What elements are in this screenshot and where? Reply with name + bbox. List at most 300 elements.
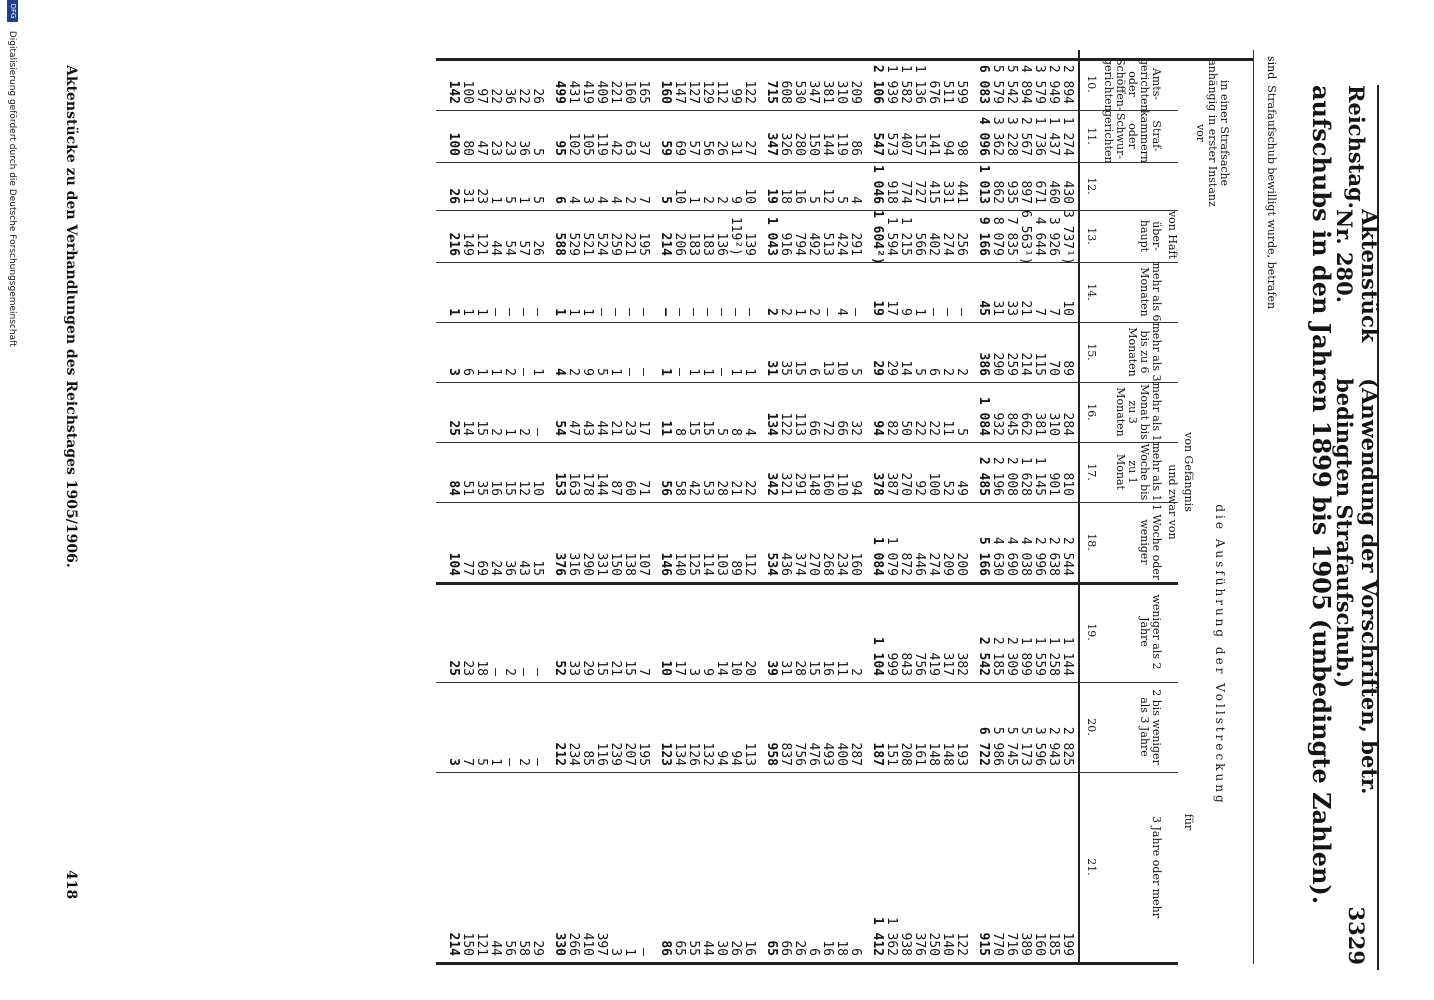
- column-header-18: 1 Woche oder weniger: [1138, 503, 1163, 581]
- table-cell: 1 104: [870, 636, 885, 676]
- column-header-21: 3 Jahre oder mehr: [1150, 815, 1163, 919]
- table-cell: —: [636, 308, 651, 316]
- table-cell: 160: [658, 80, 673, 104]
- table-cell: 1: [488, 368, 503, 376]
- table-cell: 6 563¹): [1018, 210, 1033, 265]
- table-cell: 1 136: [912, 64, 927, 104]
- table-cell: 77: [460, 560, 475, 576]
- table-cell: 22: [912, 420, 927, 436]
- table-cell: 65: [764, 940, 779, 956]
- table-cell: 150: [608, 552, 623, 576]
- table-cell: 1: [622, 948, 637, 956]
- table-cell: 163: [566, 472, 581, 496]
- table-cell: 6: [806, 948, 821, 956]
- page-header: [1332, 85, 1382, 965]
- table-cell: —: [622, 308, 637, 316]
- table-cell: 51: [460, 480, 475, 496]
- table-cell: 932: [990, 412, 1005, 436]
- table-cell: 2: [502, 368, 517, 376]
- table-cell: 15: [686, 420, 701, 436]
- table-cell: 187: [870, 742, 885, 766]
- table-cell: 1 274: [1060, 116, 1075, 156]
- ausfuehrung-header: die Ausführung der Vollstreckung: [1213, 504, 1227, 806]
- table-cell: —: [502, 308, 517, 316]
- table-cell: 10: [834, 360, 849, 376]
- table-cell: 206: [672, 232, 687, 256]
- column-header-11: Straf-kammern oder Schwur-gerichten: [1102, 110, 1163, 164]
- column-header-10: Amts-gerichten oder Schöffen-gerichten: [1102, 58, 1163, 112]
- table-cell: 49: [954, 480, 969, 496]
- table-cell: 2: [516, 758, 531, 766]
- table-cell: 39: [764, 660, 779, 676]
- table-cell: 234: [834, 552, 849, 576]
- table-cell: 935: [1004, 180, 1019, 204]
- table-row: [898, 50, 912, 964]
- table-cell: 17: [672, 660, 687, 676]
- table-cell: 250: [926, 932, 941, 956]
- table-cell: —: [594, 308, 609, 316]
- table-cell: 6 722: [976, 726, 991, 766]
- table-cell: 378: [870, 472, 885, 496]
- table-cell: 18: [778, 188, 793, 204]
- table-cell: 2: [848, 668, 863, 676]
- table-cell: 29: [580, 660, 595, 676]
- table-cell: 17: [636, 420, 651, 436]
- table-cell: 794: [792, 232, 807, 256]
- table-cell: 63: [622, 140, 637, 156]
- table-cell: 316: [566, 552, 581, 576]
- table-cell: 7: [636, 196, 651, 204]
- table-cell: 31: [764, 360, 779, 376]
- table-cell: 138: [622, 552, 637, 576]
- table-cell: 6: [848, 948, 863, 956]
- table-cell: 234: [566, 742, 581, 766]
- table-cell: 8: [672, 428, 687, 436]
- group-haft: von Haft: [1166, 210, 1179, 260]
- table-row: [1004, 50, 1018, 964]
- table-cell: 35: [778, 360, 793, 376]
- table-cell: 185: [1046, 932, 1061, 956]
- table-cell: —: [940, 308, 955, 316]
- table-cell: 715: [764, 80, 779, 104]
- table-cell: 69: [474, 560, 489, 576]
- column-header-16: mehr als 1 Monat bis zu 3 Monaten: [1114, 382, 1163, 442]
- table-cell: 134: [764, 412, 779, 436]
- table-cell: 5: [502, 196, 517, 204]
- table-cell: 23: [474, 188, 489, 204]
- digitization-note: [7, 0, 18, 1000]
- table-cell: 84: [446, 480, 461, 496]
- table-cell: 15: [530, 560, 545, 576]
- table-cell: 153: [552, 472, 567, 496]
- table-cell: 1: [580, 308, 595, 316]
- table-cell: 7: [1046, 308, 1061, 316]
- table-cell: 7: [1032, 308, 1047, 316]
- table-cell: 1: [686, 368, 701, 376]
- table-cell: 59: [658, 140, 673, 156]
- table-row: [622, 50, 636, 964]
- table-cell: 11: [834, 660, 849, 676]
- table-row: [884, 50, 898, 964]
- table-cell: 901: [1046, 472, 1061, 496]
- table-cell: 17: [884, 300, 899, 316]
- table-cell: 5 166: [976, 536, 991, 576]
- table-cell: 5: [474, 758, 489, 766]
- table-cell: 115: [1032, 352, 1047, 376]
- table-cell: 87: [608, 480, 623, 496]
- table-cell: 10: [742, 188, 757, 204]
- table-cell: 26: [714, 140, 729, 156]
- table-cell: 26: [792, 940, 807, 956]
- table-cell: 14: [460, 420, 475, 436]
- table-cell: 2 542: [976, 636, 991, 676]
- table-cell: 161: [912, 742, 927, 766]
- table-cell: 671: [1032, 180, 1047, 204]
- table-cell: 916: [778, 232, 793, 256]
- table-cell: 5: [658, 196, 673, 204]
- table-cell: 266: [566, 932, 581, 956]
- table-cell: 9: [898, 308, 913, 316]
- table-cell: 280: [792, 132, 807, 156]
- table-cell: 5 173: [1018, 726, 1033, 766]
- table-cell: 16: [820, 940, 835, 956]
- dfg-logo: DFG: [7, 0, 18, 22]
- table-cell: 588: [552, 232, 567, 256]
- table-cell: 897: [1018, 180, 1033, 204]
- table-cell: 113: [742, 742, 757, 766]
- table-cell: 209: [940, 552, 955, 576]
- table-row: [700, 50, 714, 964]
- table-cell: 134: [672, 742, 687, 766]
- table-cell: 44: [488, 940, 503, 956]
- table-cell: 72: [820, 420, 835, 436]
- group-erster-instanz: in einer Strafsache anhängig in erster Instanz vor: [1194, 59, 1231, 207]
- table-cell: 23: [502, 140, 517, 156]
- table-cell: 287: [848, 742, 863, 766]
- table-cell: 100: [460, 80, 475, 104]
- table-cell: 1 899: [1018, 636, 1033, 676]
- table-cell: 274: [940, 232, 955, 256]
- table-cell: 6 083: [976, 64, 991, 104]
- table-cell: 599: [954, 80, 969, 104]
- column-header-20: 2 bis weniger als 3 Jahre: [1138, 689, 1163, 765]
- table-cell: 100: [446, 132, 461, 156]
- group-gefaengnis: von Gefängnis: [1182, 432, 1195, 512]
- table-cell: 103: [714, 552, 729, 576]
- table-cell: 8: [728, 428, 743, 436]
- table-cell: 9: [580, 368, 595, 376]
- column-number: 21.: [1085, 858, 1098, 876]
- table-cell: 214: [658, 232, 673, 256]
- table-cell: 2: [622, 196, 637, 204]
- table-cell: 872: [898, 552, 913, 576]
- table-cell: 1 046: [870, 164, 885, 204]
- table-cell: 33: [566, 660, 581, 676]
- table-cell: 8 079: [990, 216, 1005, 256]
- table-row: [1032, 50, 1046, 964]
- table-cell: 493: [820, 742, 835, 766]
- table-cell: 2: [502, 668, 517, 676]
- table-cell: —: [516, 368, 531, 376]
- table-cell: 397: [594, 932, 609, 956]
- table-cell: 11: [658, 420, 673, 436]
- table-cell: 22: [926, 420, 941, 436]
- table-cell: 2 567: [1018, 116, 1033, 156]
- column-number: 11.: [1085, 127, 1098, 145]
- table-cell: —: [488, 668, 503, 676]
- table-cell: 1: [488, 758, 503, 766]
- table-cell: 31: [990, 300, 1005, 316]
- table-cell: 727: [912, 180, 927, 204]
- table-row: [926, 50, 940, 964]
- table-cell: —: [530, 428, 545, 436]
- table-cell: 256: [954, 232, 969, 256]
- table-cell: 2: [778, 308, 793, 316]
- table-cell: 1: [552, 308, 567, 316]
- table-cell: 1 736: [1032, 116, 1047, 156]
- table-cell: 845: [1004, 412, 1019, 436]
- table-cell: 26: [530, 240, 545, 256]
- table-cell: —: [608, 308, 623, 316]
- column-number: 15.: [1085, 343, 1098, 361]
- table-cell: 5 542: [1004, 64, 1019, 104]
- table-cell: 208: [898, 742, 913, 766]
- table-cell: 144: [594, 472, 609, 496]
- table-cell: 147: [672, 80, 687, 104]
- column-separator: [436, 962, 1178, 965]
- table-cell: 492: [806, 232, 821, 256]
- table-cell: 65: [672, 940, 687, 956]
- table-cell: 195: [636, 742, 651, 766]
- table-cell: 71: [636, 480, 651, 496]
- table-cell: 47: [474, 140, 489, 156]
- table-cell: 1 215: [898, 216, 913, 256]
- table-cell: 209: [848, 80, 863, 104]
- column-separator: [436, 442, 1178, 443]
- table-cell: 60: [622, 480, 637, 496]
- table-cell: 28: [792, 660, 807, 676]
- table-cell: 119: [594, 132, 609, 156]
- table-cell: 31: [460, 188, 475, 204]
- table-row: [516, 50, 530, 964]
- table-cell: 2 825: [1060, 726, 1075, 766]
- table-cell: 291: [792, 472, 807, 496]
- table-cell: 107: [636, 552, 651, 576]
- table-cell: 112: [714, 80, 729, 104]
- table-row: [792, 50, 806, 964]
- table-cell: 402: [926, 232, 941, 256]
- table-cell: 6: [926, 368, 941, 376]
- table-cell: 608: [778, 80, 793, 104]
- table-row: [552, 50, 566, 964]
- table-cell: 419: [580, 80, 595, 104]
- column-number: 19.: [1085, 623, 1098, 641]
- table-cell: 125: [686, 552, 701, 576]
- table-cell: 529: [566, 232, 581, 256]
- table-cell: 4: [566, 196, 581, 204]
- column-number: 16.: [1085, 403, 1098, 421]
- table-row: [990, 50, 1004, 964]
- table-cell: 94: [848, 480, 863, 496]
- table-cell: 521: [580, 232, 595, 256]
- table-cell: 15: [622, 660, 637, 676]
- table-cell: 862: [990, 180, 1005, 204]
- table-cell: 52: [552, 660, 567, 676]
- table-cell: 424: [834, 232, 849, 256]
- table-cell: 4 644: [1032, 216, 1047, 256]
- table-cell: 31: [728, 140, 743, 156]
- table-cell: 4 038: [1018, 536, 1033, 576]
- table-cell: 5: [848, 368, 863, 376]
- table-cell: 119: [834, 132, 849, 156]
- table-cell: 1: [502, 428, 517, 436]
- table-cell: 1 084: [870, 536, 885, 576]
- table-cell: 274: [926, 552, 941, 576]
- table-cell: 1 362: [884, 916, 899, 956]
- table-cell: 16: [792, 188, 807, 204]
- table-cell: 86: [848, 140, 863, 156]
- table-cell: 958: [764, 742, 779, 766]
- table-cell: 1 079: [884, 536, 899, 576]
- table-cell: —: [502, 758, 517, 766]
- table-cell: 89: [728, 560, 743, 576]
- table-cell: 25: [446, 660, 461, 676]
- table-cell: 21: [608, 420, 623, 436]
- table-cell: 3: [608, 948, 623, 956]
- table-cell: 85: [580, 750, 595, 766]
- table-cell: 1 559: [1032, 636, 1047, 676]
- table-cell: 56: [502, 940, 517, 956]
- table-cell: 21: [608, 660, 623, 676]
- table-cell: 2: [566, 368, 581, 376]
- table-cell: 566: [912, 232, 927, 256]
- table-cell: 1 145: [1032, 456, 1047, 496]
- table-cell: 122: [778, 412, 793, 436]
- page-subtitle: aufschubs in den Jahren 1899 bis 1905 (unbedingte Zahlen).: [1307, 85, 1336, 905]
- table-cell: 31: [778, 660, 793, 676]
- table-cell: 2 544: [1060, 536, 1075, 576]
- table-cell: 756: [912, 652, 927, 676]
- table-cell: 23: [460, 660, 475, 676]
- column-separator: [436, 382, 1178, 383]
- table-cell: 26: [530, 88, 545, 104]
- table-cell: 142: [446, 80, 461, 104]
- table-cell: 160: [1032, 932, 1047, 956]
- table-row: [1060, 50, 1074, 964]
- table-cell: 20: [742, 660, 757, 676]
- table-cell: 10: [530, 480, 545, 496]
- table-cell: 33: [1004, 300, 1019, 316]
- table-cell: 381: [820, 80, 835, 104]
- table-cell: 42: [608, 140, 623, 156]
- table-cell: 2 943: [1046, 726, 1061, 766]
- table-cell: 1 084: [976, 396, 991, 436]
- table-cell: 1 628: [1018, 456, 1033, 496]
- table-row: [820, 50, 834, 964]
- table-cell: 1 043: [764, 216, 779, 256]
- table-cell: 42: [686, 480, 701, 496]
- table-cell: —: [926, 308, 941, 316]
- table-cell: 29: [870, 360, 885, 376]
- table-cell: 140: [940, 932, 955, 956]
- table-cell: 94: [870, 420, 885, 436]
- table-cell: 1 258: [1046, 636, 1061, 676]
- table-cell: 387: [884, 472, 899, 496]
- table-cell: 66: [806, 420, 821, 436]
- table-cell: 310: [834, 80, 849, 104]
- table-cell: 999: [884, 652, 899, 676]
- table-cell: 284: [1060, 412, 1075, 436]
- table-cell: 26: [728, 940, 743, 956]
- table-cell: 1: [792, 308, 807, 316]
- table-cell: 99: [728, 88, 743, 104]
- continuation-left: Strafaufschub bewilligt wurde, betrafen: [1265, 85, 1278, 310]
- table-cell: 2: [488, 428, 503, 436]
- table-cell: 19: [764, 188, 779, 204]
- continuation-sind: sind: [1265, 56, 1278, 80]
- table-cell: 1 412: [870, 916, 885, 956]
- table-cell: 104: [446, 552, 461, 576]
- table-cell: 1 939: [884, 64, 899, 104]
- table-cell: 1 604²): [870, 210, 885, 265]
- table-cell: 148: [926, 742, 941, 766]
- table-cell: 16: [742, 940, 757, 956]
- table-cell: 139: [742, 232, 757, 256]
- table-cell: 1 144: [1060, 636, 1075, 676]
- table-cell: 15: [474, 420, 489, 436]
- table-cell: 400: [834, 742, 849, 766]
- column-number: 17.: [1085, 463, 1098, 481]
- table-cell: 407: [898, 132, 913, 156]
- table-cell: 18: [834, 940, 849, 956]
- table-cell: 23: [488, 140, 503, 156]
- table-cell: 9: [728, 196, 743, 204]
- table-cell: 290: [580, 552, 595, 576]
- table-cell: 14: [898, 360, 913, 376]
- table-cell: 55: [686, 940, 701, 956]
- table-cell: 10: [672, 188, 687, 204]
- table-cell: 45: [976, 300, 991, 316]
- table-row: [940, 50, 954, 964]
- column-separator: [436, 162, 1178, 163]
- table-cell: 212: [552, 742, 567, 766]
- table-cell: 29: [884, 360, 899, 376]
- table-cell: 82: [884, 420, 899, 436]
- table-cell: 1 594: [884, 216, 899, 256]
- table-cell: 25: [446, 420, 461, 436]
- table-cell: 15: [792, 360, 807, 376]
- table-cell: 2 638: [1046, 536, 1061, 576]
- table-cell: 151: [884, 742, 899, 766]
- table-cell: 3 737¹): [1060, 210, 1075, 265]
- table-cell: 105: [580, 132, 595, 156]
- table-cell: 410: [580, 932, 595, 956]
- table-cell: —: [636, 368, 651, 376]
- table-cell: 183: [686, 232, 701, 256]
- table-cell: —: [636, 948, 651, 956]
- table-cell: 43: [580, 420, 595, 436]
- table-cell: —: [686, 308, 701, 316]
- table-cell: 56: [700, 140, 715, 156]
- table-cell: 22: [742, 480, 757, 496]
- table-cell: —: [622, 368, 637, 376]
- table-cell: 30: [714, 940, 729, 956]
- table-cell: 148: [940, 742, 955, 766]
- table-cell: 259: [1004, 352, 1019, 376]
- table-cell: 150: [460, 932, 475, 956]
- table-cell: 4: [834, 308, 849, 316]
- table-cell: 381: [1032, 412, 1047, 436]
